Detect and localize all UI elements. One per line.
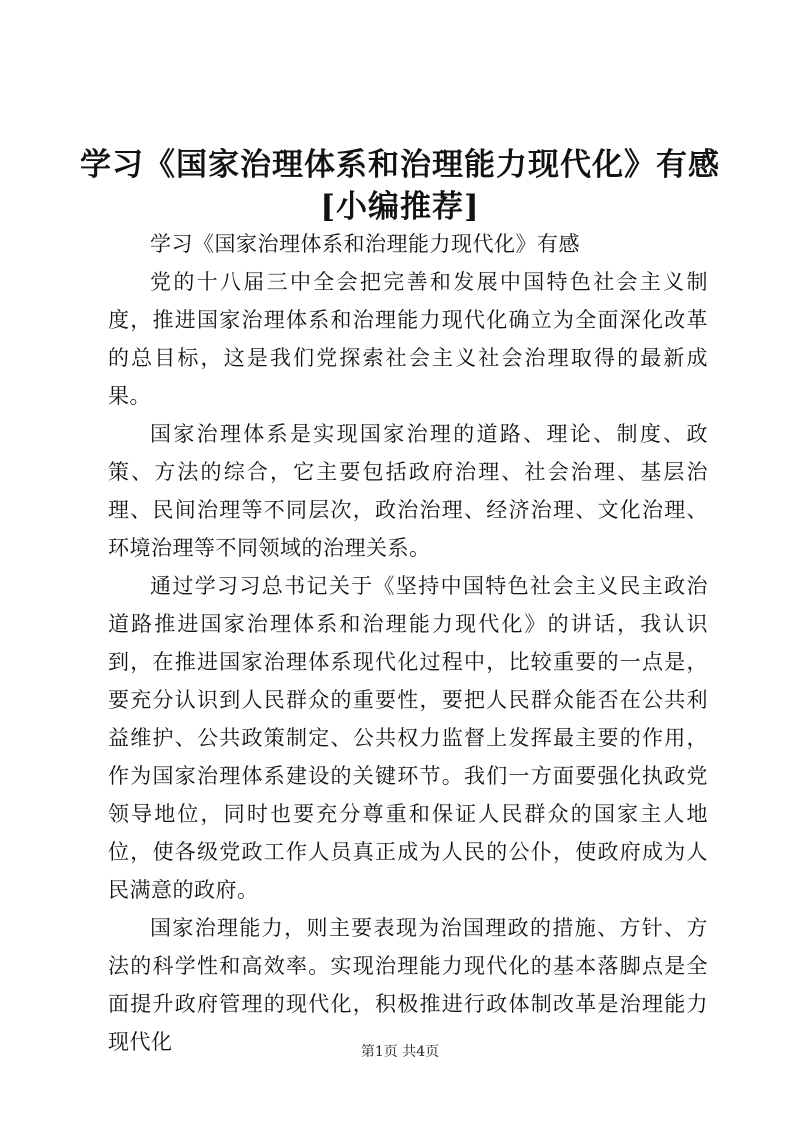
- document-title-suffix: [小编推荐]: [320, 189, 480, 225]
- paragraph-3: 通过学习习总书记关于《坚持中国特色社会主义民主政治道路推进国家治理体系和治理能力现代化》的讲话，我认识到，在推进国家治理体系现代化过程中，比较重要的一点是，要充分认识到人民群众的重要性，要把人民群众能否在公共利益维护、公共政策制定、公共权力监督上发挥最主要的作用，作为国家治理体系建设的关键环节。我们一方面要强化执政党领导地位，同时也要充分尊重和保证人民群众的国家主人地位，使各级党政工作人员真正成为人民的公仆，使政府成为人民满意的政府。: [108, 574, 708, 902]
- document-body: [108, 225, 708, 1061]
- paragraph-subtitle: 学习《国家治理体系和治理能力现代化》有感: [150, 232, 580, 256]
- document-title: 学习《国家治理体系和治理能力现代化》有感: [80, 147, 720, 183]
- paragraph-4: 国家治理能力，则主要表现为治国理政的措施、方针、方法的科学性和高效率。实现治理能力现代化的基本落脚点是全面提升政府管理的现代化，积极推进行政体制改革是治理能力现代化: [108, 916, 708, 1054]
- paragraph-1: 党的十八届三中全会把完善和发展中国特色社会主义制度，推进国家治理体系和治理能力现代化确立为全面深化改革的总目标，这是我们党探索社会主义社会治理取得的最新成果。: [108, 270, 708, 408]
- page-footer: 第1页 共4页: [360, 1044, 440, 1060]
- paragraph-2: 国家治理体系是实现国家治理的道路、理论、制度、政策、方法的综合，它主要包括政府治理、社会治理、基层治理、民间治理等不同层次，政治治理、经济治理、文化治理、环境治理等不同领域的治理关系。: [108, 422, 708, 560]
